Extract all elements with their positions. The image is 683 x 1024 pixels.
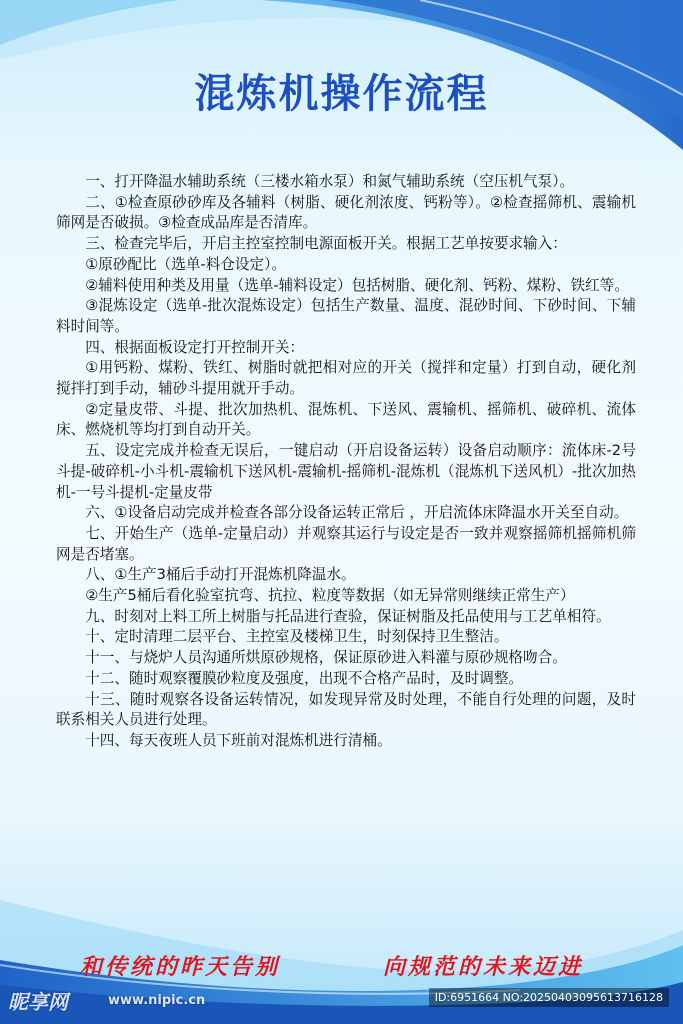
slogan-right: 向规范的未来迈进 [383,954,584,980]
paragraph: 十、定时清理二层平台、主控室及楼梯卫生，时刻保持卫生整洁。 [85,628,509,646]
paragraph: 十二、随时观察覆膜砂粒度及强度，出现不合格产品时，及时调整。 [85,669,524,687]
paragraph: 九、时刻对上料工所上树脂与托品进行查验，保证树脂及托品使用与工艺单相符。 [85,607,611,625]
watermark-id: ID:6951664 NO:20250403095613716128 [429,988,669,1007]
slogans [0,950,683,990]
paragraph: 十四、每天夜班人员下班前对混炼机进行清桶。 [85,731,392,749]
paragraph: ①原砂配比（选单-料仓设定）。 [85,255,286,273]
paragraph: 十三、随时观察各设备运转情况，如发现异常及时处理，不能自行处理的问题，及时联系相关人员进行处理。 [56,690,636,729]
paragraph: 六、①设备启动完成并检查各部分设备运转正常后 ，开启流体床降温水开关至自动。 [85,504,629,522]
paragraph: 五、设定完成并检查无误后，一键启动（开启设备运转）设备启动顺序：流体床-2号斗提-破碎机-小斗机-震输机下送风机-震输机-摇筛机-混炼机（混炼机下送风机）-批次加热机-一号斗提机-定量皮带 [56,442,636,501]
paragraph: ①用钙粉、煤粉、铁红、树脂时就把相对应的开关（搅拌和定量）打到自动，硬化剂搅拌打到手动，辅砂斗提用就开手动。 [56,359,636,398]
procedure-text [56,172,636,752]
paragraph: 二、①检查原砂砂库及各辅料（树脂、硬化剂浓度、钙粉等）。②检查摇筛机、震输机筛网是否破损。③检查成品库是否清库。 [56,193,636,232]
paragraph: ②定量皮带、斗提、批次加热机、混炼机、下送风、震输机、摇筛机、破碎机、流体床、燃烧机等均打到自动开关。 [56,400,636,439]
paragraph: 一、打开降温水辅助系统（三楼水箱水泵）和氮气辅助系统（空压机气泵）。 [85,173,575,190]
watermark-logo: 昵享网 [8,990,68,1014]
paragraph: 三、检查完毕后，开启主控室控制电源面板开关。根据工艺单按要求输入： [85,235,567,253]
paragraph: 七、开始生产（选单-定量启动）并观察其运行与设定是否一致并观察摇筛机摇筛机筛网是否堵塞。 [56,524,636,563]
paragraph: ②辅料使用种类及用量（选单-辅料设定）包括树脂、硬化剂、钙粉、煤粉、铁红等。 [85,276,629,294]
watermark-url: www.nipic.cn [108,993,206,1008]
paragraph: ②生产5桶后看化验室抗弯、抗拉、粒度等数据（如无异常则继续正常生产） [85,587,575,605]
paragraph: 十一、与烧炉人员沟通所烘原砂规格，保证原砂进入料灌与原砂规格吻合。 [85,649,567,667]
paragraph: ③混炼设定（选单-批次混炼设定）包括生产数量、温度、混砂时间、下砂时间、下辅料时间等。 [56,297,636,335]
paragraph: 四、根据面板设定打开控制开关： [85,338,305,356]
paragraph: 八、①生产3桶后手动打开混炼机降温水。 [85,566,356,584]
page-title: 混炼机操作流程 [194,71,489,117]
slogan-left: 和传统的昨天告别 [80,954,281,980]
